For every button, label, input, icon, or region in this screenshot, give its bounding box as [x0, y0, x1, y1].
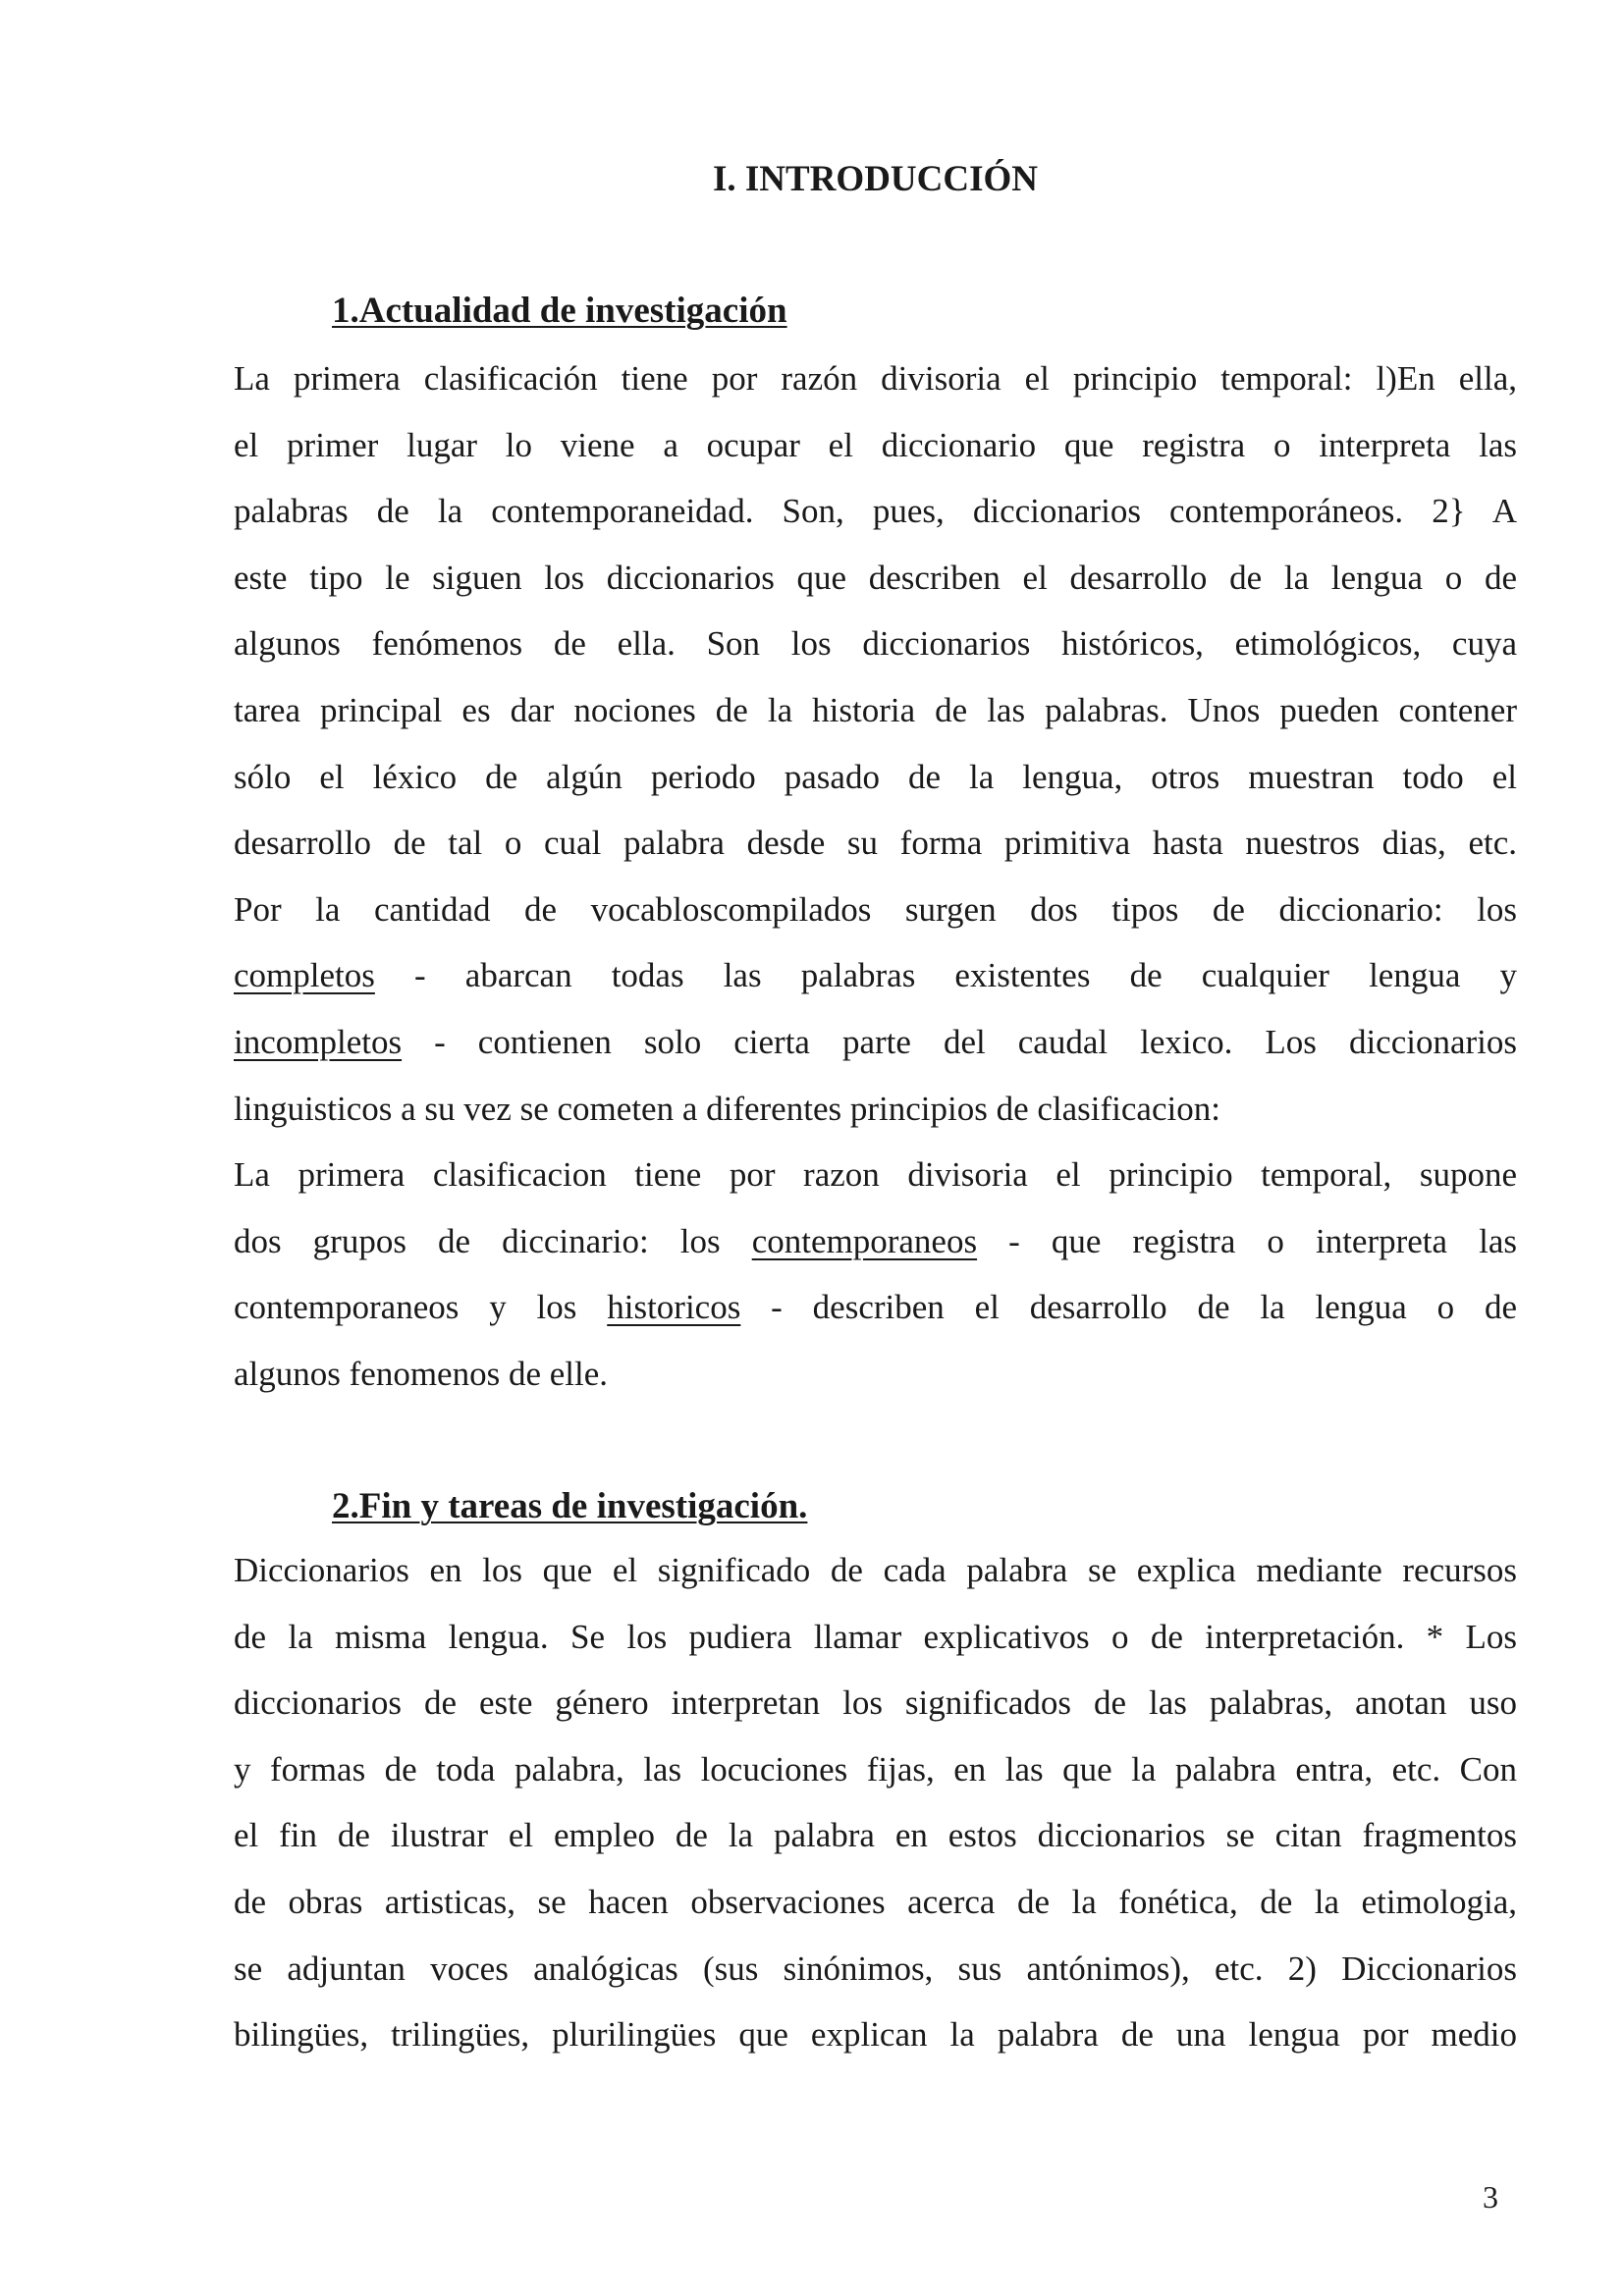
- text-run: se adjuntan voces analógicas (sus sinónimos, sus antónimos), etc. 2) Diccionarios: [234, 1949, 1517, 1988]
- text-run: bilingües, trilingües, plurilingües que explican la palabra de una lengua por medio: [234, 2015, 1517, 2055]
- section-body-fin-y-tareas: [234, 1537, 1517, 2068]
- text-line: [234, 677, 1517, 744]
- text-run: de obras artisticas, se hacen observaciones acerca de la fonética, de la etimologia,: [234, 1882, 1517, 1921]
- text-line: [234, 810, 1517, 877]
- underlined-term: completos: [234, 956, 375, 995]
- text-run: La primera clasificación tiene por razón divisoria el principio temporal: l)En ella,: [234, 359, 1517, 398]
- text-line: [234, 1537, 1517, 1604]
- text-run: sólo el léxico de algún periodo pasado de la lengua, otros muestran todo el: [234, 757, 1517, 796]
- text-line: [234, 1736, 1517, 1803]
- text-run: tarea principal es dar nociones de la historia de las palabras. Unos pueden contener: [234, 690, 1517, 729]
- text-run: el fin de ilustrar el empleo de la palabra en estos diccionarios se citan fragmentos: [234, 1816, 1517, 1855]
- text-line: [234, 1076, 1517, 1143]
- text-run: desarrollo de tal o cual palabra desde su forma primitiva hasta nuestros dias, etc.: [234, 824, 1517, 863]
- text-run: este tipo le siguen los diccionarios que describen el desarrollo de la lengua o de: [234, 558, 1517, 597]
- text-run: de la misma lengua. Se los pudiera llamar explicativos o de interpretación. * Los: [234, 1617, 1517, 1656]
- text-line: [234, 346, 1517, 412]
- text-run: y formas de toda palabra, las locuciones fijas, en las que la palabra entra, etc. Con: [234, 1749, 1517, 1789]
- text-line: [234, 1274, 1517, 1341]
- text-run: algunos fenomenos de elle.: [234, 1354, 609, 1393]
- section-heading-fin-y-tareas: 2.Fin y tareas de investigación.: [332, 1486, 808, 1526]
- text-run: algunos fenómenos de ella. Son los diccionarios históricos, etimológicos, cuya: [234, 624, 1517, 664]
- text-run: Por la cantidad de vocabloscompilados surgen dos tipos de diccionario: los: [234, 889, 1517, 929]
- text-run: el primer lugar lo viene a ocupar el diccionario que registra o interpreta las: [234, 425, 1517, 464]
- underlined-term: historicos: [607, 1288, 741, 1327]
- text-line: [234, 877, 1517, 943]
- text-run: - describen el desarrollo de la lengua o de: [740, 1288, 1517, 1327]
- text-run: contemporaneos y los: [234, 1288, 608, 1327]
- chapter-title: I. INTRODUCCIÓN: [713, 159, 1038, 199]
- text-run: diccionarios de este género interpretan los significados de las palabras, anotan uso: [234, 1683, 1517, 1723]
- text-line: [234, 942, 1517, 1009]
- text-run: dos grupos de diccinario: los: [234, 1221, 752, 1260]
- text-line: [234, 412, 1517, 479]
- text-line: [234, 1341, 1517, 1408]
- text-line: [234, 2002, 1517, 2068]
- text-run: - contienen solo cierta parte del caudal lexico. Los diccionarios: [402, 1022, 1517, 1061]
- text-line: [234, 478, 1517, 545]
- text-line: [234, 1869, 1517, 1936]
- section-body-actualidad: [234, 346, 1517, 1408]
- text-run: - que registra o interpreta las: [977, 1221, 1517, 1260]
- text-line: [234, 1936, 1517, 2002]
- text-line: [234, 1208, 1517, 1275]
- text-line: [234, 1604, 1517, 1671]
- text-line: [234, 1009, 1517, 1076]
- text-line: [234, 611, 1517, 677]
- text-run: linguisticos a su vez se cometen a diferentes principios de clasificacion:: [234, 1089, 1220, 1128]
- text-line: [234, 744, 1517, 811]
- text-line: [234, 1670, 1517, 1736]
- page-number: 3: [1483, 2179, 1498, 2215]
- text-run: Diccionarios en los que el significado de cada palabra se explica mediante recursos: [234, 1551, 1517, 1589]
- text-line: [234, 545, 1517, 612]
- text-line: [234, 1142, 1517, 1208]
- underlined-term: contemporaneos: [751, 1221, 978, 1260]
- section-heading-actualidad: 1.Actualidad de investigación: [332, 291, 787, 331]
- text-run: palabras de la contemporaneidad. Son, pues, diccionarios contemporáneos. 2} A: [234, 492, 1517, 531]
- text-run: - abarcan todas las palabras existentes de cualquier lengua y: [374, 956, 1517, 995]
- underlined-term: incompletos: [234, 1022, 403, 1061]
- text-run: La primera clasificacion tiene por razon divisoria el principio temporal, supone: [234, 1155, 1517, 1195]
- text-line: [234, 1802, 1517, 1869]
